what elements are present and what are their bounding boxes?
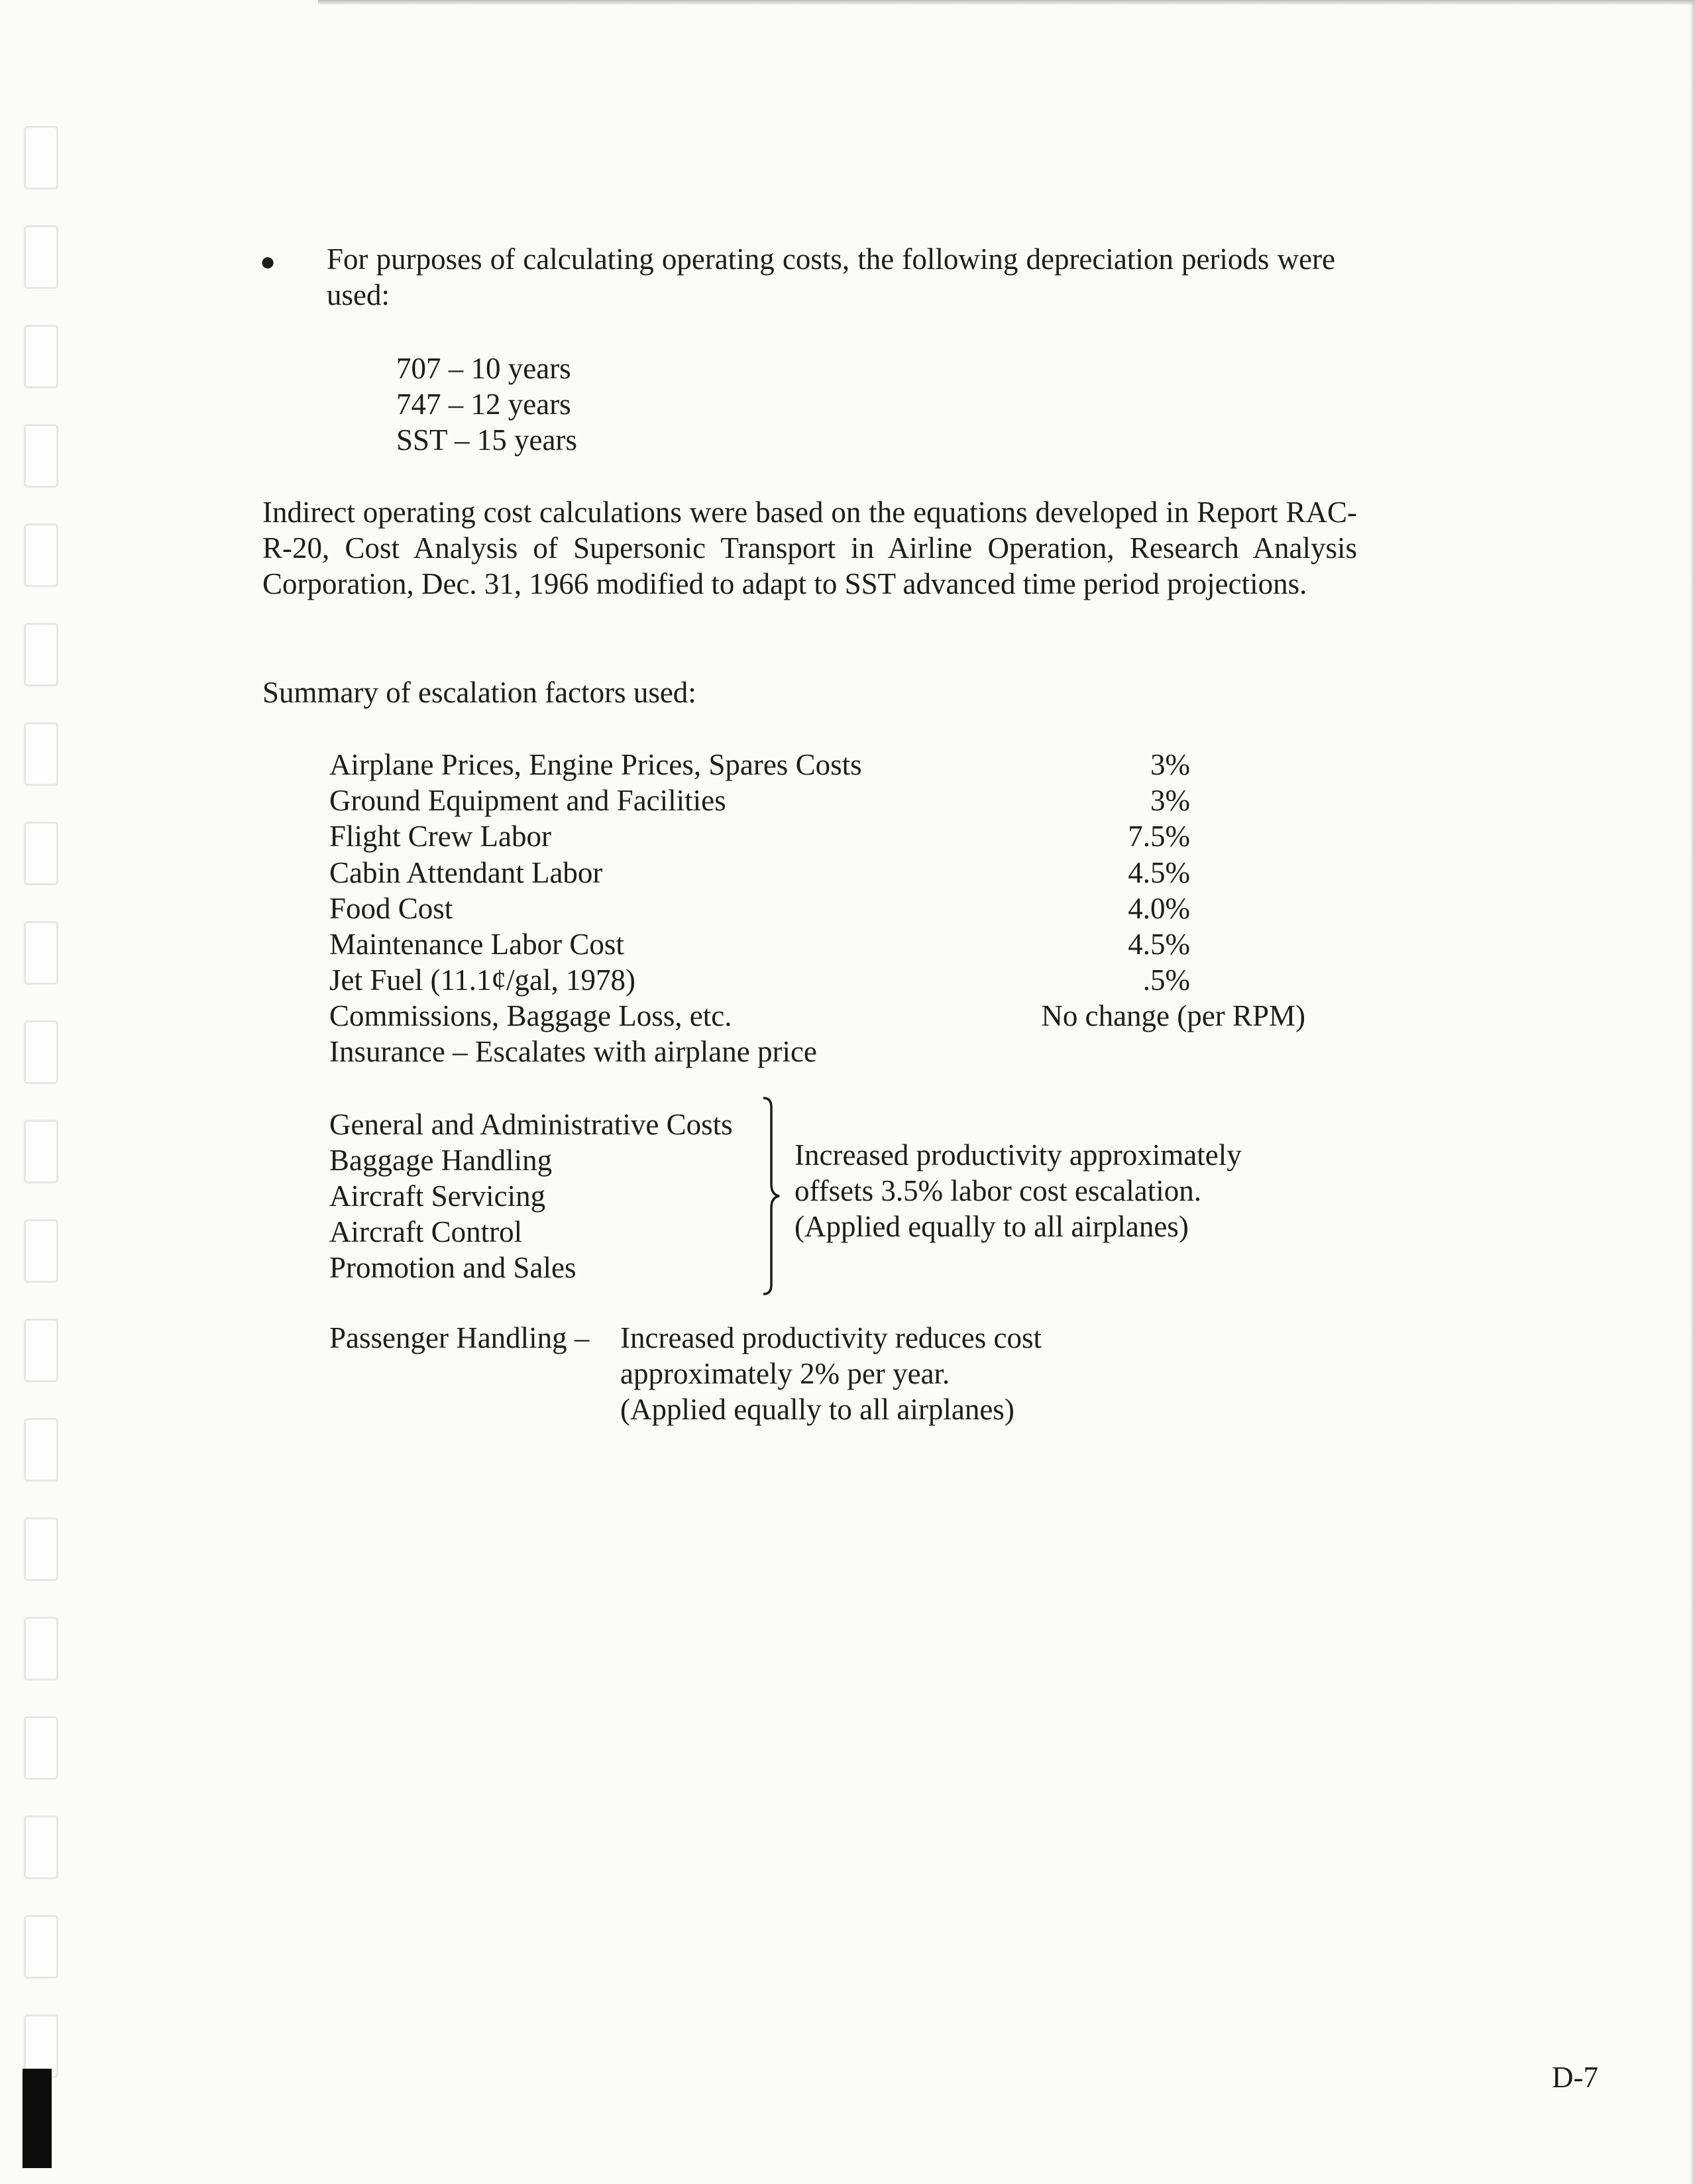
binder-hole (24, 1418, 58, 1482)
escalation-label: Airplane Prices, Engine Prices, Spares Costs (329, 748, 862, 781)
escalation-value: 4.0% (1128, 892, 1190, 925)
depreciation-747: 747 – 12 years (396, 388, 571, 421)
depreciation-intro-text: For purposes of calculating operating costs, the following depreciation periods were used: (327, 243, 1335, 311)
escalation-label: Insurance – Escalates with airplane price (329, 1035, 817, 1068)
binder-tab-mark (23, 2069, 52, 2168)
binder-hole (24, 1617, 58, 1680)
escalation-label: Flight Crew Labor (329, 820, 551, 853)
escalation-value: 4.5% (1128, 856, 1190, 889)
passenger-handling-label: Passenger Handling – (329, 1321, 590, 1354)
escalation-value: No change (per RPM) (1041, 999, 1305, 1032)
passenger-handling-line: (Applied equally to all airplanes) (620, 1393, 1014, 1426)
right-brace-icon (762, 1097, 789, 1295)
escalation-label: Maintenance Labor Cost (329, 928, 624, 961)
grouped-item: Aircraft Servicing (329, 1179, 546, 1213)
grouped-item: Aircraft Control (329, 1215, 523, 1248)
summary-heading: Summary of escalation factors used: (262, 676, 696, 709)
binder-hole (24, 822, 58, 885)
binder-hole (24, 1816, 58, 1879)
escalation-label: Ground Equipment and Facilities (329, 784, 726, 817)
binder-hole (24, 1716, 58, 1780)
binder-hole (24, 722, 58, 786)
binder-hole (24, 424, 58, 488)
grouped-note-line: Increased productivity approximately (794, 1138, 1242, 1172)
escalation-label: Jet Fuel (11.1¢/gal, 1978) (329, 963, 636, 997)
escalation-value: 7.5% (1128, 820, 1190, 853)
escalation-label: Cabin Attendant Labor (329, 856, 603, 889)
binder-hole (24, 225, 58, 289)
page-number: D-7 (1552, 2061, 1598, 2094)
grouped-item: Promotion and Sales (329, 1251, 576, 1284)
escalation-value: 3% (1150, 784, 1190, 817)
binder-hole (24, 1120, 58, 1183)
depreciation-707: 707 – 10 years (396, 352, 571, 385)
grouped-note-line: (Applied equally to all airplanes) (794, 1210, 1189, 1243)
grouped-item: Baggage Handling (329, 1144, 553, 1177)
escalation-label: Commissions, Baggage Loss, etc. (329, 999, 732, 1032)
binder-hole (24, 1020, 58, 1084)
binder-hole (24, 623, 58, 686)
binder-hole (24, 1915, 58, 1979)
scan-right-edge (1690, 0, 1695, 2184)
passenger-handling-line: approximately 2% per year. (620, 1357, 950, 1390)
binder-hole (24, 325, 58, 388)
binder-hole (24, 126, 58, 190)
grouped-item: General and Administrative Costs (329, 1108, 733, 1141)
escalation-label: Food Cost (329, 892, 453, 925)
binder-hole (24, 921, 58, 985)
scan-top-shadow (318, 0, 1695, 5)
indirect-cost-paragraph: Indirect operating cost calculations were based on the equations developed in Report RAC-R-20, Cost Analysis of Supersonic Transport in Airline Operation, Research Analysis Corporation, Dec. 31, 1966 modified to adapt to SST advanced time period projections. (262, 496, 1357, 600)
binder-hole (24, 523, 58, 587)
binder-hole (24, 1517, 58, 1581)
escalation-value: 4.5% (1128, 928, 1190, 961)
grouped-note-line: offsets 3.5% labor cost escalation. (794, 1174, 1202, 1207)
binder-hole (24, 1319, 58, 1382)
escalation-value: .5% (1142, 963, 1190, 997)
passenger-handling-line: Increased productivity reduces cost (620, 1321, 1042, 1354)
depreciation-sst: SST – 15 years (396, 423, 577, 457)
escalation-value: 3% (1150, 748, 1190, 781)
bullet-marker: ● (260, 246, 276, 276)
binder-hole (24, 1219, 58, 1283)
